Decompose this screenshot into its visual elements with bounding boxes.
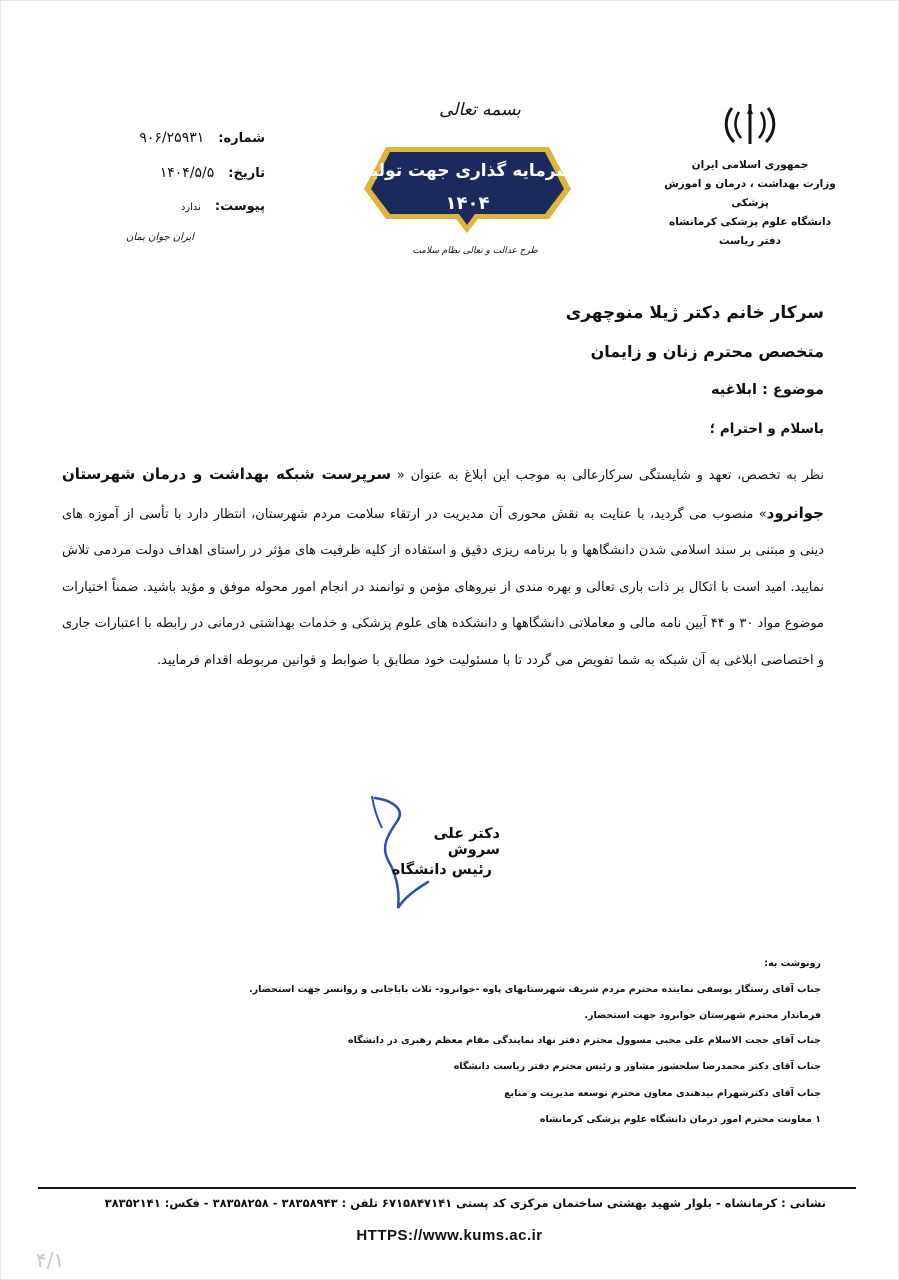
org-header <box>655 100 845 251</box>
cc-line: جناب آقای دکترشهرام بیدهندی معاون محترم توسعه مدیریت و منابع <box>504 1088 821 1099</box>
cc-line: ۱ معاونت محترم امور درمان دانشگاه علوم پزشکی کرمانشاه <box>539 1114 821 1125</box>
recipient-name: سرکار خانم دکتر ژیلا منوچهری <box>565 303 824 323</box>
subject: موضوع : ابلاغیه <box>710 382 824 398</box>
letter-date <box>100 165 265 181</box>
footer-divider <box>38 1187 856 1189</box>
cc-line: جناب آقای رستگار یوسفی نماینده محترم مردم شریف شهرستانهای پاوه -جوانرود- ثلاث باباجانی و روانسر جهت استحضار. <box>249 984 821 995</box>
badge-shape-icon <box>360 143 575 235</box>
cc-heading: رونوشت به: <box>764 958 821 969</box>
slogan-badge <box>360 143 575 235</box>
greeting: باسلام و احترام ؛ <box>709 421 824 437</box>
cc-line: جناب آقای دکتر محمدرضا سلحشور مشاور و رئیس محترم دفتر ریاست دانشگاه <box>453 1061 821 1072</box>
body-part-2: » منصوب می گردید، با عنایت به نقش محوری آن مدیریت در ارتقاء سلامت مردم شهرستان، انتظار دارد با تأسی از آموزه های دینی و مبتنی بر سند اسلامی شدن دانشگاهها و با برنامه ریزی دقیق و استفاده از کلیه ظرفیت های مؤثر در راستای اهداف دولت مردمی تلاش نمایید. امید است با اتکال بر ذات باری تعالی و بهره مندی از نیروهای مؤمن و توانمند در انجام امور محوله موفق و مؤید باشید. ضمناً اختیارات موضوع مواد ۳۰ و ۴۴ آیین نامه مالی و معاملاتی دانشگاهها و دانشکده های علوم پزشکی و خدمات بهداشتی درمانی در رابطه با اعتبارات جاری و اختصاصی ابلاغی به آن شبکه به شما تفویض می گردد تا با مسئولیت خود مطابق با ضوابط و قوانین مربوطه اقدام فرمایید. <box>62 506 824 668</box>
number-label: شماره: <box>218 131 265 146</box>
body-bold: سرپرست شبکه بهداشت و درمان شهرستان جوانرود <box>62 465 824 522</box>
footer-address: نشانی : کرمانشاه - بلوار شهید بهشتی ساختمان مرکزی کد پستی ۶۷۱۵۸۴۷۱۴۱ تلفن : ۳۸۳۵۸۹۴۳ - ۳۸۳۵۸۲۵۸ - فکس: ۳۸۳۵۲۱۴۱ <box>104 1196 826 1210</box>
motto: ایران جوان بمان <box>126 232 194 243</box>
signer-title: رئیس دانشگاه <box>391 862 492 878</box>
org-line-1: جمهوری اسلامی ایران <box>691 159 809 171</box>
org-line-3: دانشگاه علوم پزشکی کرمانشاه <box>669 216 831 228</box>
attachment-label: پیوست: <box>214 199 265 214</box>
attachment-value: ندارد <box>180 202 201 213</box>
recipient-title: متخصص محترم زنان و زایمان <box>590 342 824 361</box>
badge-title: سرمایه گذاری جهت تولید <box>361 161 574 181</box>
slogan: طرح عدالت و تعالی نظام سلامت <box>412 246 538 256</box>
date-label: تاریخ: <box>228 166 265 181</box>
badge-year: ۱۴۰۴ <box>445 193 490 214</box>
body-part-1: نظر به تخصص، تعهد و شایستگی سرکارعالی به موجب این ابلاغ به عنوان « <box>391 468 825 483</box>
body-paragraph <box>62 456 824 679</box>
cc-line: جناب آقای حجت الاسلام علی محبی مسوول محترم دفتر نهاد نمایندگی مقام معظم رهبری در دانشگاه <box>347 1035 821 1046</box>
page-number: ۴/۱ <box>36 1248 65 1272</box>
cc-line: فرماندار محترم شهرستان جوانرود جهت استحضار. <box>584 1010 821 1021</box>
date-value: ۱۴۰۴/۵/۵ <box>159 165 215 181</box>
footer-website: HTTPS://www.kums.ac.ir <box>356 1227 543 1244</box>
org-line-4: دفتر ریاست <box>718 235 782 247</box>
number-value: ۹۰۶/۲۵۹۳۱ <box>139 130 205 146</box>
org-line-2: وزارت بهداشت ، درمان و اموزش پزشکی <box>664 178 836 209</box>
bismillah: بسمه تعالی <box>439 100 521 120</box>
iran-emblem-icon <box>722 100 778 150</box>
letter-attachment <box>100 199 265 214</box>
letter-number <box>100 130 265 146</box>
signer-name: دکتر علی سروش <box>433 826 500 858</box>
